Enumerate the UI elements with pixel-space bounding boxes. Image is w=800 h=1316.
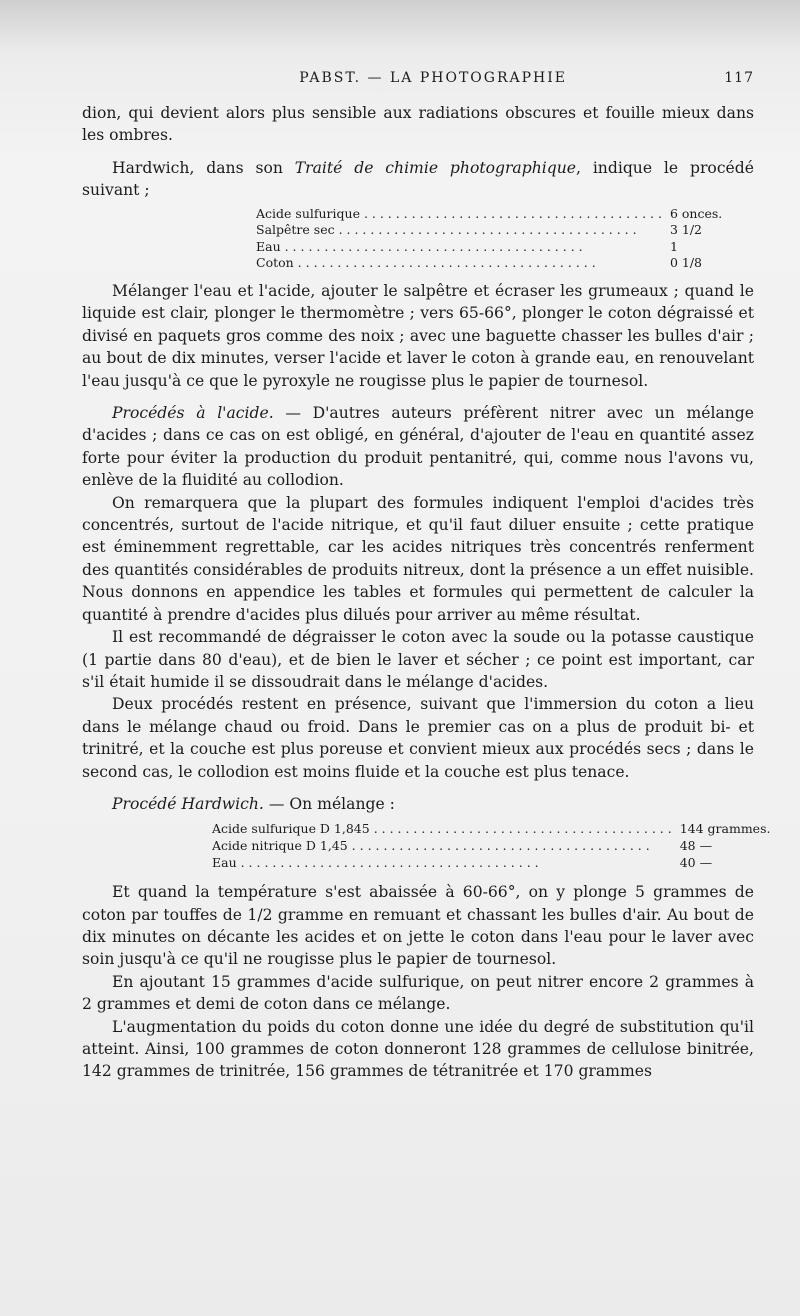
running-title: PABST. — LA PHOTOGRAPHIE: [299, 70, 567, 86]
running-header: [82, 70, 754, 94]
recipe-table-hardwich-salpetre: [256, 206, 722, 272]
paragraph-weight-increase: L'augmentation du poids du coton donne une idée du degré de substitution qu'il atteint. Ainsi, 100 grammes de coton donneront 128 grammes de cellulose binitrée, 142 grammes de trinitrée, 156 grammes de tétranitrée et 170 grammes: [82, 1017, 754, 1081]
recipe-table-hardwich-acids: [212, 821, 770, 871]
paragraph-acid-process: Procédés à l'acide. — D'autres auteurs préfèrent nitrer avec un mélange d'acides ; dans ce cas on est obligé, en général, d'ajouter de l'eau en quantité assez forte pour éviter la production du produit pentanitré, qui, comme nous l'avons vu, enlève de la fluidité au collodion.: [82, 404, 754, 490]
recipe-row: Acide nitrique D 1,45 . . . 48 —: [212, 838, 770, 855]
paragraph-degreasing: Il est recommandé de dégraisser le coton avec la soude ou la potasse caustique (1 partie dans 80 d'eau), et de bien le laver et sécher ; ce point est important, car s'il était humide il se dissoudrait dans le mélange d'acides.: [82, 628, 754, 691]
recipe-row: Acide sulfurique D 1,845 . . . 144 grammes.: [212, 821, 770, 838]
recipe-row: Acide sulfurique . . . 6 onces.: [256, 206, 722, 223]
section-heading: Procédés à l'acide.: [112, 404, 274, 423]
paragraph-two-processes: Deux procédés restent en présence, suivant que l'immersion du coton a lieu dans le mélange chaud ou froid. Dans le premier cas on a plus de produit bi- et trinitré, et la couche est plus poreuse et convient mieux aux procédés secs ; dans le second cas, le collodion est moins fluide et la couche est plus tenace.: [82, 695, 754, 781]
paragraph-continuation: dion, qui devient alors plus sensible aux radiations obscures et fouille mieux dans les ombres.: [82, 104, 754, 145]
section-heading: Procédé Hardwich.: [112, 794, 264, 813]
paragraph-hardwich-intro: Hardwich, dans son Traité de chimie photographique, indique le procédé suivant ;: [82, 158, 754, 200]
page-number: 117: [724, 70, 754, 86]
recipe-row: Eau . . . 40 —: [212, 855, 770, 872]
book-page: [82, 70, 771, 1083]
book-title: Traité de chimie photographique: [294, 158, 576, 177]
paragraph-temperature: Et quand la température s'est abaissée à 60-66°, on y plonge 5 grammes de coton par touffes de 1/2 gramme en remuant et chassant les bulles d'air. Au bout de dix minutes on décante les acides et on jette le coton dans l'eau pour le laver avec soin jusqu'à ce qu'il ne rougisse plus le papier de tournesol.: [82, 883, 754, 969]
recipe-row: Eau . . . 1: [256, 239, 722, 256]
recipe-row: Salpêtre sec . . . 3 1/2: [256, 222, 722, 239]
paragraph-concentrated-acids: On remarquera que la plupart des formules indiquent l'emploi d'acides très concentrés, surtout de l'acide nitrique, et qu'il faut diluer ensuite ; cette pratique est éminemment regrettable, car les acides nitriques très concentrés renferment des quantités considérables de produits nitreux, dont la présence a un effet nuisible. Nous donnons en appendice les tables et formules qui permettent de calculer la quantité à prendre d'acides plus dilués pour arriver au même résultat.: [82, 493, 754, 624]
paragraph-additional-nitration: En ajoutant 15 grammes d'acide sulfurique, on peut nitrer encore 2 grammes à 2 grammes et demi de coton dans ce mélange.: [82, 972, 754, 1014]
paragraph-method: Mélanger l'eau et l'acide, ajouter le salpêtre et écraser les grumeaux ; quand le liquide est clair, plonger le thermomètre ; vers 65-66°, plonger le coton dégraissé et divisé en paquets gros comme des noix ; avec une baguette chasser les bulles d'air ; au bout de dix minutes, verser l'acide et laver le coton à grande eau, en renouvelant l'eau jusqu'à ce que le pyroxyle ne rougisse plus le papier de tournesol.: [82, 282, 754, 390]
paragraph-hardwich-process: Procédé Hardwich. — On mélange :: [112, 794, 395, 813]
recipe-row: Coton . . . 0 1/8: [256, 255, 722, 272]
